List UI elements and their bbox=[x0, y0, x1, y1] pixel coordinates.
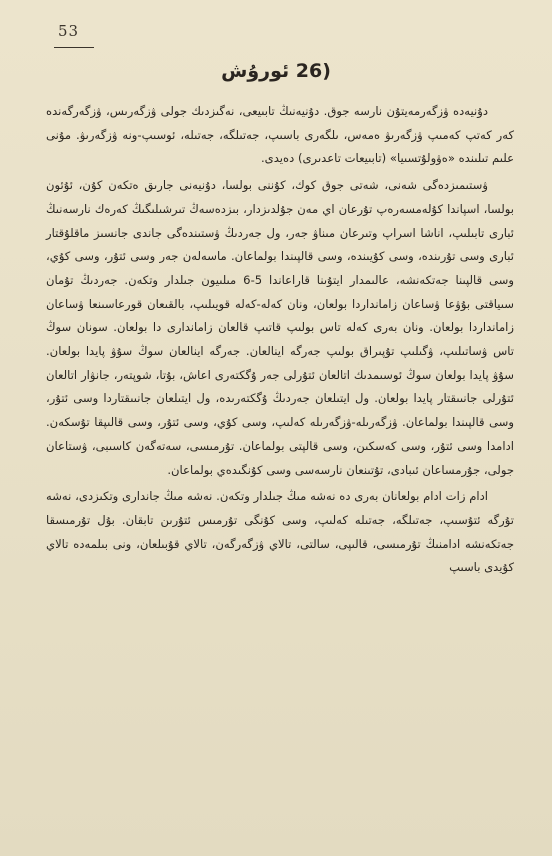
paragraph-2: ۋستىمىزدەگى شەنى، شەتى جوق كوك، كۇننى بولسا، دۇنيەنى جارىق ەتكەن كۇن، ئۇئون بولسا، اسپاندا كۇلەمسەرەپ تۇرعان اي مەن جۇلدىزدار، بىزدەسەڭ تىرشىلىگىڭ كەرەك نارسەنىڭ ئبارى تابىلىپ، اناشا اسراپ وتىرعان مىناۋ جەر، ول جەردىڭ ۋستىندەگى جاندى جانسىز ماقلۇقتار ئبارى وسى تۇرىندە، وسى كۇيىندە، وسى قالپىندا بولماعان. ماسەلەن جەر وسى ئتۇر، وسى كۇي، وسى قالپىنا جەتكەنشە، عالىمدار ايتۇىنا قاراعاندا 5-6 مىلىيون جىلدار وتكەن. جەردىڭ تۇمان سىياقتى بۇۋعا ۋساعان زامانداردا بولعان، ونان كەلە-كەلە قويىلىپ، بالقىعان قورعاسىنعا ۋساعان زامانداردا بولعان. ونان بەرى كەلە تاس بولىپ قاتىپ قالعان زاماندارى دا بولعان. سونان سوڭ تاس ۋساتىلىپ، ۋگىلىپ تۇپىراق بولىپ جەرگە اينالعان. جەرگە اينالعان سوڭ سۇۋ پايدا بولعان. سۇۋ پايدا بولعان سوڭ ئوسىمدىك اتالعان ئتۇرلى جەر ۇگكتەرى اعاش، بۇتا، شوپتەر، جانۋار اتالعان ئتۇرلى جانىىقتار پايدا بولعان. ول ايتىلعان جەردىڭ ۇگكتەرىدە، ول ايتىلعان جانىىقتاردا وسى ئتۇر، وسى قالپىندا بولماعان. ۋزگەرىلە-ۋزگەرىلە كەلىپ، وسى كۇي، وسى ئتۇر، وسى قالىپقا تۇسكەن. ادامدا وسى ئتۇر، وسى كەسكىن، وسى قالپتى بولماعان. تۇرمىسى، سەتەگەن كاسىبى، ۋستاعان جولى، جۇرمساعان ئىبادى، تۇتىنعان نارسەسى وسى كۇنگىدەي بولماعان. bbox=[46, 178, 514, 477]
page-number-underline bbox=[54, 47, 94, 48]
paragraph-3: ادام زات ادام بولعانان بەرى دە نەشە مىڭ جىلدار وتكەن. نەشە مىڭ جاندارى وتكىزدى، نەشە تۇرگە ئتۇسىپ، جەتىلگە، جەتىلە كەلىپ، وسى كۇنگى تۇرمىس ئتۇرىن تابقان. بۇل تۇرمىسقا جەتكەنشە ادامنىڭ تۇرمىسى، قالىپى، سالتى، تالاي ۋزگەرگەن، تالاي قۇبىلعان، ونى بىلمەدە تالاي كۇيدى باسىپ bbox=[46, 489, 514, 575]
page-number: 53 bbox=[58, 22, 80, 40]
section-heading: (26 ئورۇش bbox=[221, 60, 331, 82]
body-text bbox=[46, 100, 514, 580]
paragraph-1: دۇنيەدە ۋزگەرمەيتۇن نارسە جوق. دۇنيەنىڭ تابىيعى، نەگىزدىك جولى ۋزگەرىس، ۋزگەرگەندە كەر كەتپ كەمىپ ۋزگەرىۋ ەمەس، ىلگەرى باسىپ، جەتىلگە، جەتىلە، ئوسىپ-ونە ۋزگەرىۋ. مۇنى علىم تىلىندە «ەۋولۇتسىيا» (تابىيعات تاعدىرى) دەيدى. bbox=[46, 104, 514, 166]
